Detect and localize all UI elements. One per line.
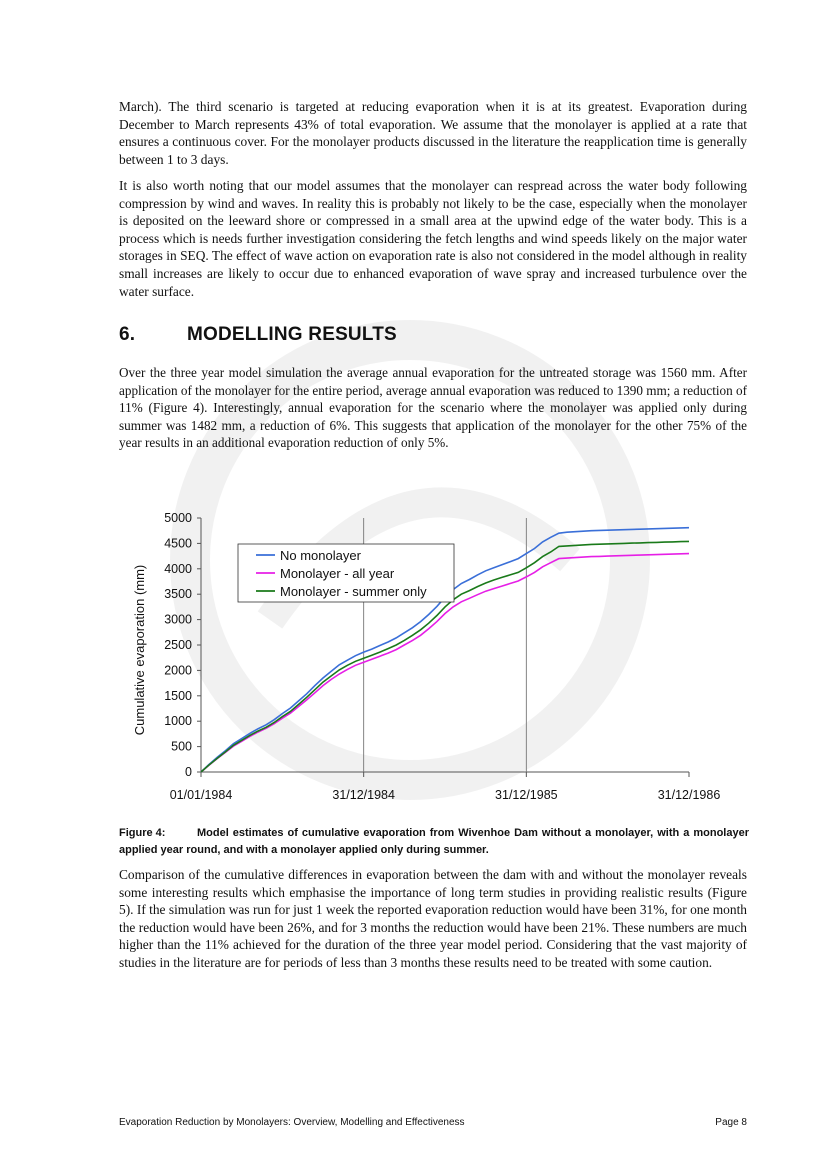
y-tick-label: 4000 bbox=[164, 561, 192, 576]
section-heading bbox=[119, 324, 397, 346]
figure-caption bbox=[119, 825, 749, 859]
y-tick-label: 1500 bbox=[164, 688, 192, 703]
section-number: 6. bbox=[119, 324, 136, 345]
paragraph-comparison: Comparison of the cumulative differences in evaporation between the dam with and without the monolayer reveals some interesting results which emphasise the importance of long term studies in providing realistic results (Figure 5). If the simulation was run for just 1 week the reported evaporation reduction would have been 31%, for one month the reduction would have been 26%, and for 3 months the reduction would have been 21%. These numbers are much higher than the 11% achieved for the duration of the three year model period. Considering that the vast majority of studies in the literature are for periods of less than 3 months these results need to be treated with some caution. bbox=[119, 867, 747, 970]
y-tick-label: 4500 bbox=[164, 536, 192, 551]
figure-label: Figure 4: bbox=[119, 827, 166, 839]
y-tick-label: 2000 bbox=[164, 663, 192, 678]
paragraph-scenario: March). The third scenario is targeted at reducing evaporation when it is at its greatest. Evaporation during December to March represents 43% of total evaporation. We assume that the monolayer is applied at a rate that ensures a continuous cover. For the monolayer products discussed in the literature the reapplication time is generally between 1 to 3 days. bbox=[119, 99, 747, 167]
figure-4-chart bbox=[118, 500, 738, 815]
y-tick-label: 2500 bbox=[164, 638, 192, 652]
y-tick-label: 500 bbox=[171, 739, 192, 754]
x-tick-label: 31/12/1985 bbox=[495, 788, 558, 802]
y-tick-label: 3500 bbox=[164, 587, 192, 602]
x-tick-label: 31/12/1984 bbox=[332, 788, 395, 802]
x-tick-label: 31/12/1986 bbox=[657, 788, 721, 802]
y-tick-label: 3000 bbox=[164, 612, 192, 627]
paragraph-results: Over the three year model simulation the average annual evaporation for the untreated storage was 1560 mm. After application of the monolayer for the entire period, average annual evaporation was reduced to 1390 mm; a reduction of 11% (Figure 4). Interestingly, annual evaporation for the scenario where the monolayer was applied only during summer was 1482 mm, a reduction of 6%. This suggests that application of the monolayer for the other 75% of the year results in an additional evaporation reduction of only 5%. bbox=[119, 365, 748, 451]
legend-entry: No monolayer bbox=[280, 548, 361, 563]
section-title: MODELLING RESULTS bbox=[187, 324, 397, 345]
figure-caption-text: Model estimates of cumulative evaporation from Wivenhoe Dam without a monolayer, with a monolayer applied year round, and with a monolayer applied only during summer. bbox=[119, 827, 749, 856]
page-number: Page 8 bbox=[715, 1117, 747, 1128]
legend-entry: Monolayer - all year bbox=[280, 566, 395, 581]
y-tick-label: 5000 bbox=[164, 511, 192, 525]
y-tick-label: 0 bbox=[185, 765, 192, 779]
x-tick-label: 01/01/1984 bbox=[169, 788, 233, 802]
y-axis-label: Cumulative evaporation (mm) bbox=[132, 564, 147, 736]
paragraph-respread: It is also worth noting that our model assumes that the monolayer can respread across the water body following compression by wind and waves. In reality this is probably not likely to be the case, especially when the monolayer is deposited on the leeward shore or compressed in a small area at the upwind edge of the water body. This is a process which is needs further investigation considering the fetch lengths and wind speeds likely on the major water storages in SEQ. The effect of wave action on evaporation rate is also not considered in the model although in reality small increases are likely to occur due to enhanced evaporation of wave spray and increased turbulence over the water surface. bbox=[119, 178, 747, 299]
chart-legend bbox=[238, 544, 454, 602]
y-tick-label: 1000 bbox=[164, 714, 192, 729]
footer-title: Evaporation Reduction by Monolayers: Overview, Modelling and Effectiveness bbox=[119, 1117, 465, 1128]
legend-entry: Monolayer - summer only bbox=[280, 584, 427, 599]
